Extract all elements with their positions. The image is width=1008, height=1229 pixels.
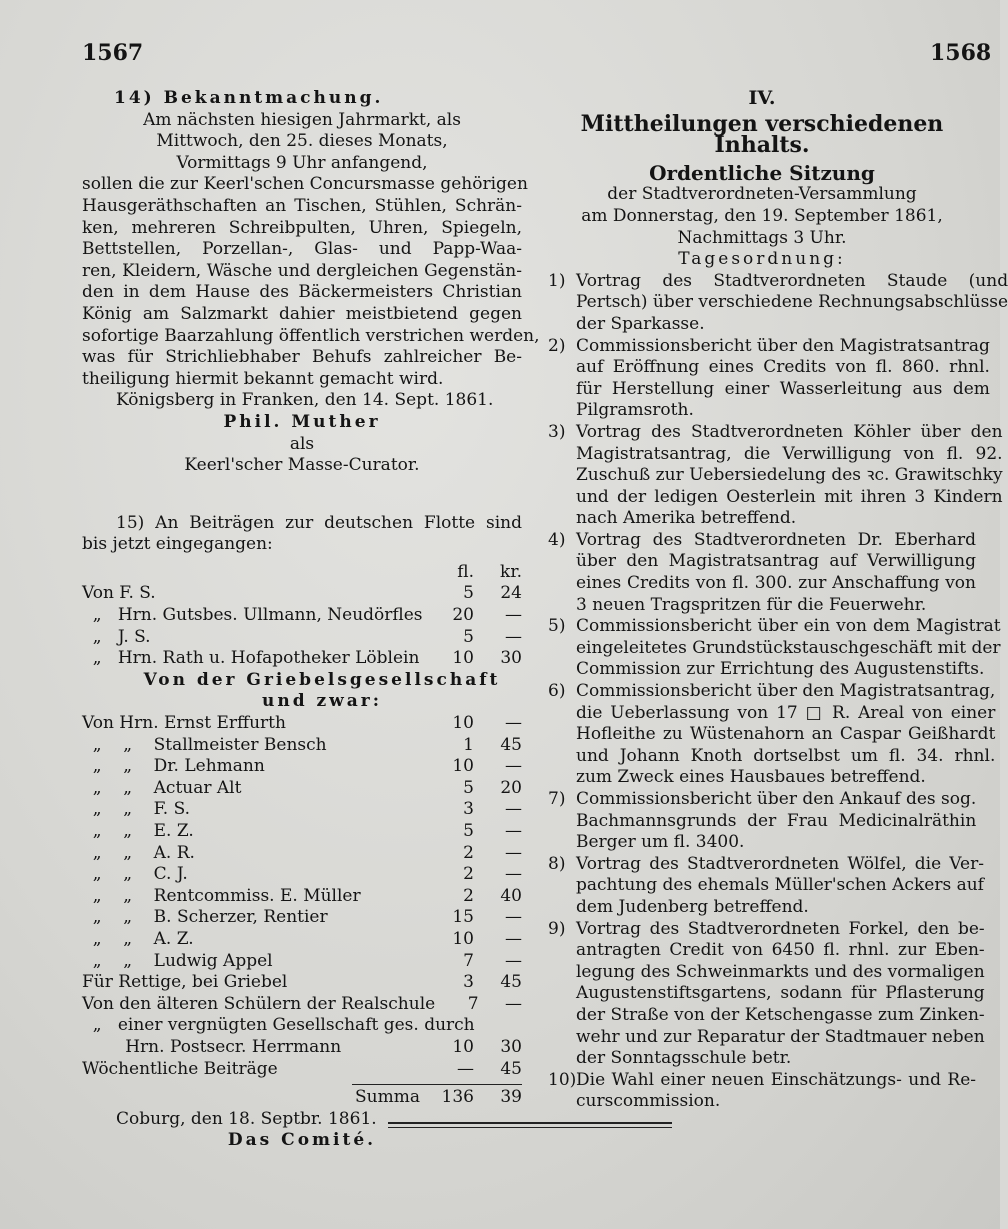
agenda-item-line: zum Zweck eines Hausbaues betreffend. [576, 767, 926, 788]
donation-column-headers [82, 562, 522, 584]
agenda-item-number: 9) [548, 918, 566, 939]
donation-desc: Von F. S. [82, 583, 156, 604]
agenda-item-line: nach Amerika betreffend. [576, 508, 797, 529]
donation-fl: — [457, 1058, 474, 1079]
agenda-item-line: Vortrag des Stadtverordneten Forkel, den be- [576, 918, 985, 939]
donation-row [82, 843, 522, 865]
agenda-item-line: Berger um fl. 3400. [576, 832, 745, 853]
donation-fl [475, 1015, 499, 1037]
donation-kr: — [505, 907, 522, 928]
agenda-item-line: auf Eröffnung eines Credits von fl. 860. rhnl. [576, 357, 990, 378]
donation-row [82, 735, 522, 757]
donation-row [82, 605, 522, 627]
donation-desc: „ „ Rentcommiss. E. Müller [82, 885, 361, 906]
donation-fl: 10 [452, 756, 474, 777]
section-number: IV. [748, 87, 776, 109]
notice-line-1: Am nächsten hiesigen Jahrmarkt, als [143, 109, 461, 130]
donation-kr: — [504, 993, 522, 1014]
donation-fl: 20 [452, 605, 474, 626]
notice-body-line: sofortige Baarzahlung öffentlich verstrichen werden, [82, 325, 540, 346]
donation-row [82, 864, 522, 886]
agenda-item-number: 10) [548, 1069, 577, 1090]
page-number-right: 1568 [930, 40, 992, 66]
notice-body-line: den in dem Hause des Bäckermeisters Christian [82, 282, 522, 303]
donation-kr: 45 [500, 972, 522, 993]
donation-kr: — [505, 842, 522, 863]
donation-desc: Von den älteren Schülern der Realschule [82, 993, 436, 1014]
donation-kr: 30 [500, 1036, 522, 1057]
donation-fl: 3 [463, 799, 474, 820]
donation-list [82, 583, 522, 669]
donation-kr: — [505, 626, 522, 647]
agenda-item [548, 1070, 976, 1113]
donation-row [82, 951, 522, 973]
donation-fl: 10 [452, 928, 474, 949]
meeting-line-1: der Stadtverordneten-Versammlung [607, 184, 917, 205]
agenda-item-number: 2) [548, 335, 566, 356]
donation-fl: 15 [452, 907, 474, 928]
section-title: Mittheilungen verschiedenen Inhalts. [580, 110, 944, 159]
donation-desc: „ „ Ludwig Appel [82, 950, 273, 971]
donation-desc: „ Hrn. Gutsbes. Ullmann, Neudörfles [82, 605, 423, 626]
donation-fl: 10 [452, 648, 474, 669]
donation-fl: 5 [463, 583, 474, 604]
agenda-item-line: der Straße von der Ketschengasse zum Zinken- [576, 1004, 985, 1025]
donation-kr: — [505, 864, 522, 885]
agenda-item [548, 853, 984, 919]
donation-kr: — [505, 821, 522, 841]
agenda-item-line: Hofleithe zu Wüstenahorn an Caspar Geißhardt [576, 724, 996, 745]
donation-fl: 2 [463, 885, 474, 906]
summa-label: Summa [355, 1087, 420, 1108]
agenda-item-line: Augustenstiftsgartens, sodann für Pflasterung [576, 983, 985, 1004]
agenda-item-line: der Sonntagsschule betr. [576, 1048, 792, 1069]
agenda-item-line: Pilgramsroth. [576, 400, 694, 421]
agenda-item-line: eines Credits von fl. 300. zur Anschaffung von [576, 573, 976, 594]
donation-desc: „ „ C. J. [82, 864, 188, 885]
agenda-item [548, 616, 1001, 681]
notice-body-line: ken, mehreren Schreibpulten, Uhren, Spiegeln, [82, 217, 522, 238]
donation-kr: — [505, 605, 522, 626]
agenda-item-line: über den Magistratsantrag auf Verwilligung [576, 551, 976, 572]
notice-body-last: theiligung hiermit bekannt gemacht wird. [82, 368, 444, 389]
agenda-item-line: Pertsch) über verschiedene Rechnungsabschlüsse [576, 292, 1008, 313]
donation-row [82, 799, 522, 821]
agenda-item-line: pachtung des ehemals Müller'schen Ackers auf [576, 875, 984, 896]
agenda-item [548, 335, 990, 422]
agenda-item-line: Commissionsbericht über den Magistratsantrag [576, 335, 990, 356]
agenda-item-line: und der ledigen Oesterlein mit ihren 3 Kindern [576, 486, 1003, 507]
donation-desc: „ „ Actuar Alt [82, 777, 242, 798]
donation-kr: 30 [500, 648, 522, 669]
agenda-item-line: wehr und zur Reparatur der Stadtmauer neben [576, 1026, 985, 1047]
agenda-heading: Tagesordnung: [678, 249, 846, 270]
donation-desc: „ „ Stallmeister Bensch [82, 734, 327, 755]
closing-date: Coburg, den 18. Septbr. 1861. [116, 1108, 377, 1129]
donation-row [82, 821, 522, 843]
agenda-item-number: 1) [548, 270, 566, 291]
agenda-item-line: Vortrag des Stadtverordneten Staude (und [576, 270, 1008, 291]
agenda-item-line: und Johann Knoth dortselbst um fl. 34. rhnl. [576, 745, 996, 766]
meeting-title: Ordentliche Sitzung [649, 160, 875, 185]
donation-row [82, 929, 522, 951]
society-subheading: und zwar: [261, 691, 383, 712]
donation-row [82, 907, 522, 929]
donation-fl: 2 [463, 864, 474, 885]
summa-fl: 136 [441, 1087, 474, 1108]
notice-body-line: ren, Kleidern, Wäsche und dergleichen Gegenstän- [82, 260, 522, 281]
donation-row [82, 583, 522, 605]
donation-fl: 10 [452, 713, 474, 734]
donation-fl: 5 [463, 777, 474, 798]
agenda-item-number: 8) [548, 853, 566, 874]
agenda-item-line: Die Wahl einer neuen Einschätzungs- und Re- [576, 1069, 976, 1090]
agenda-item [548, 421, 1003, 530]
donation-kr: 45 [500, 734, 522, 755]
agenda-item [548, 918, 985, 1070]
footer-rule [388, 1122, 672, 1128]
notice-body-line: sollen die zur Keerl'schen Concursmasse gehörigen [82, 174, 528, 195]
col-fl-header: fl. [457, 561, 474, 582]
donation-desc: Von Hrn. Ernst Erffurth [82, 713, 286, 734]
signer-role: Keerl'scher Masse-Curator. [184, 455, 420, 476]
agenda-item-number: 6) [548, 681, 566, 702]
notice-body-line: was für Strichliebhaber Behufs zahlreicher Be- [82, 347, 522, 368]
agenda-item-line: Vortrag des Stadtverordneten Dr. Eberhard [576, 529, 976, 550]
agenda-item-line: legung des Schweinmarkts und des vormaligen [576, 961, 985, 982]
donation-fl: 1 [463, 734, 474, 755]
agenda-item-line: dem Judenberg betreffend. [576, 896, 809, 917]
agenda-item-line: Commissionsbericht über den Ankauf des sog. [576, 789, 977, 809]
donation-row [82, 972, 522, 994]
notice-body-line: König am Salzmarkt dahier meistbietend gegen [82, 303, 522, 324]
donation-kr: 45 [500, 1058, 522, 1079]
donation-kr: 40 [500, 885, 522, 906]
agenda-list [548, 270, 1008, 1113]
donation-row [82, 627, 522, 649]
society-heading: Von der Griebelsgesellschaft [143, 669, 501, 690]
fleet-intro: 15) An Beiträgen zur deutschen Flotte sind [116, 512, 522, 533]
sum-rule [352, 1084, 522, 1085]
agenda-item-line: Magistratsantrag, die Verwilligung von fl. 92. [576, 443, 1003, 464]
agenda-item-line: der Sparkasse. [576, 313, 705, 334]
donation-fl: 7 [467, 993, 479, 1014]
fleet-intro-2: bis jetzt eingegangen: [82, 534, 273, 555]
donation-kr: 20 [500, 777, 522, 798]
agenda-item-number: 4) [548, 529, 566, 550]
donation-kr: — [505, 950, 522, 971]
page-number-left: 1567 [82, 40, 144, 66]
agenda-item-number: 3) [548, 421, 566, 442]
agenda-item-number: 5) [548, 616, 566, 637]
donation-row [82, 1059, 522, 1081]
signer-name: Phil. Muther [223, 411, 381, 432]
agenda-item-line: Vortrag des Stadtverordneten Wölfel, die Ver- [576, 853, 984, 874]
meeting-line-2: am Donnerstag, den 19. September 1861, [581, 205, 943, 226]
donation-kr: — [505, 799, 522, 820]
donation-row [82, 886, 522, 908]
donation-desc: „ „ A. R. [82, 842, 195, 863]
agenda-item [548, 789, 976, 854]
agenda-item-line: Commissionsbericht über ein von dem Magistrat [576, 616, 1001, 637]
donation-fl: 2 [463, 842, 474, 863]
donation-desc: „ „ F. S. [82, 799, 191, 820]
society-donation-list [82, 713, 522, 1080]
donation-kr: — [505, 713, 522, 734]
donation-fl: 3 [463, 972, 474, 993]
agenda-item-line: 3 neuen Tragspritzen für die Feuerwehr. [576, 594, 927, 615]
agenda-item-line: eingeleitetes Grundstückstauschgeschäft mit der [576, 637, 1001, 658]
notice-heading: 14) Bekanntmachung. [114, 88, 384, 108]
donation-fl: 5 [463, 821, 474, 841]
donation-row [82, 713, 522, 735]
closing-sign: Das Comité. [227, 1130, 377, 1151]
donation-row [82, 1037, 522, 1059]
donation-row [82, 648, 522, 670]
meeting-line-3: Nachmittags 3 Uhr. [677, 227, 847, 248]
agenda-item-line: Commissionsbericht über den Magistratsantrag, [576, 681, 996, 702]
agenda-item-line: Vortrag des Stadtverordneten Köhler über den [576, 421, 1003, 442]
agenda-item-line: die Ueberlassung von 17 □ R. Areal von einer [576, 702, 996, 723]
place-date: Königsberg in Franken, den 14. Sept. 1861. [116, 390, 494, 411]
right-column [548, 87, 1008, 1113]
donation-desc: „ „ Dr. Lehmann [82, 756, 265, 777]
donation-desc: „ „ B. Scherzer, Rentier [82, 907, 328, 928]
col-kr-header: kr. [500, 561, 522, 582]
donation-kr: — [505, 756, 522, 777]
donation-desc: „ „ E. Z. [82, 821, 194, 841]
donation-desc: Hrn. Postsecr. Herrmann [82, 1036, 342, 1057]
notice-body-line: Hausgeräthschaften an Tischen, Stühlen, Schrän- [82, 195, 522, 216]
agenda-item-number: 7) [548, 789, 566, 809]
donation-row [82, 778, 522, 800]
summa-row [82, 1087, 522, 1109]
summa-kr: 39 [500, 1087, 522, 1108]
signer-als: als [289, 433, 315, 454]
agenda-item-line: antragten Credit von 6450 fl. rhnl. zur Eben- [576, 940, 985, 961]
donation-fl: 5 [463, 626, 474, 647]
agenda-item [548, 530, 976, 616]
notice-line-2: Mittwoch, den 25. dieses Monats, [156, 131, 448, 152]
donation-row [82, 1015, 522, 1037]
agenda-item-line: Commission zur Errichtung des Augustenstifts. [576, 659, 985, 680]
agenda-item [548, 681, 996, 789]
donation-desc: „ einer vergnügten Gesellschaft ges. durch [82, 1015, 475, 1036]
donation-fl: 7 [463, 950, 474, 971]
donation-kr: 24 [500, 583, 522, 604]
donation-fl: 10 [452, 1036, 474, 1057]
notice-body-line: Bettstellen, Porzellan-, Glas- und Papp-Waa- [82, 239, 522, 260]
left-column [82, 88, 540, 1152]
donation-desc: „ Hrn. Rath u. Hofapotheker Löblein [82, 648, 420, 669]
donation-kr: — [505, 928, 522, 949]
agenda-item-line: Bachmannsgrunds der Frau Medicinalräthin [576, 810, 977, 831]
donation-desc: „ „ A. Z. [82, 928, 194, 949]
agenda-item-line: curscommission. [576, 1091, 721, 1112]
notice-line-3: Vormittags 9 Uhr anfangend, [176, 152, 428, 173]
donation-desc: „ J. S. [82, 626, 151, 647]
donation-row [82, 994, 522, 1016]
donation-row [82, 756, 522, 778]
donation-desc: Wöchentliche Beiträge [82, 1058, 278, 1079]
donation-kr [498, 1015, 522, 1037]
agenda-item-line: Zuschuß zur Uebersiedelung des ꝛc. Grawitschky [576, 465, 1003, 486]
donation-desc: Für Rettige, bei Griebel [82, 972, 288, 993]
agenda-item-line: für Herstellung einer Wasserleitung aus dem [576, 378, 990, 399]
agenda-item [548, 270, 1008, 336]
